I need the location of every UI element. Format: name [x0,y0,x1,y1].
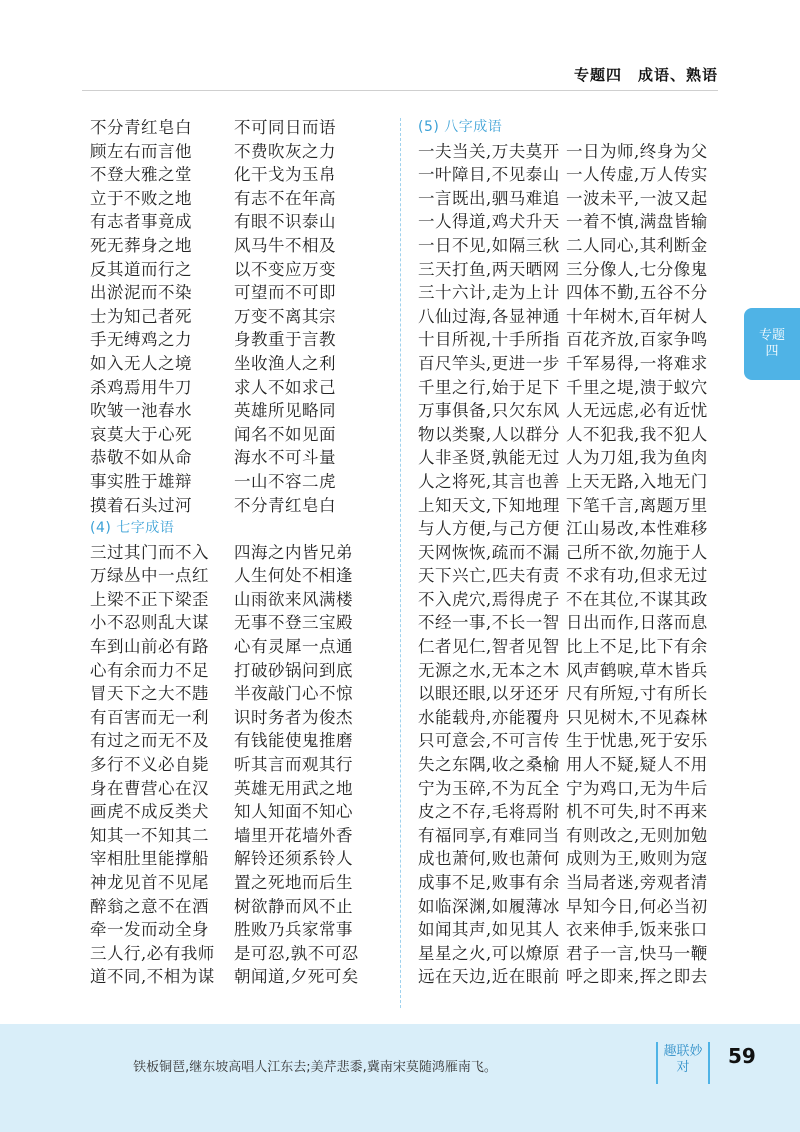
idiom-item: 皮之不存,毛将焉附 [418,802,560,822]
idiom-item: 英雄所见略同 [234,401,336,421]
idiom-item: 一日不见,如隔三秋 [418,235,560,255]
idiom-item: 不登大雅之堂 [90,165,192,185]
idiom-item: 识时务者为俊杰 [234,707,353,727]
idiom-item: 下笔千言,离题万里 [566,495,708,515]
idiom-item: 身教重于言教 [234,330,336,350]
idiom-item: 事实胜于雄辩 [90,471,192,491]
column-2 [234,116,364,989]
idiom-item: 二人同心,其利断金 [566,235,708,255]
idiom-item: 一日为师,终身为父 [566,141,708,161]
idiom-item: 有钱能使鬼推磨 [234,731,353,751]
idiom-item: 一夫当关,万夫莫开 [418,141,560,161]
idiom-item: 上梁不正下梁歪 [90,589,209,609]
idiom-item: 可望而不可即 [234,283,336,303]
idiom-item: 失之东隅,收之桑榆 [418,755,560,775]
idiom-item: 仁者见仁,智者见智 [418,637,560,657]
idiom-item: 万事俱备,只欠东风 [418,401,560,421]
idiom-item: 一着不慎,满盘皆输 [566,212,708,232]
idiom-item: 坐收渔人之利 [234,353,336,373]
idiom-item: 天下兴亡,匹夫有责 [418,566,560,586]
idiom-item: 知其一不知其二 [90,825,209,845]
idiom-item: 成事不足,败事有余 [418,873,560,892]
idiom-item: 上知天文,下知地理 [418,495,560,515]
idiom-item: 江山易改,本性难移 [566,519,708,539]
idiom-item: 上天无路,入地无门 [566,471,708,491]
idiom-item: 有志不在年高 [234,188,336,208]
row-spacer [566,116,716,140]
idiom-item: 风声鹤唳,草木皆兵 [566,660,708,680]
idiom-item: 宁为玉碎,不为瓦全 [418,778,560,798]
idiom-item: 如闻其声,如见其人 [418,920,560,940]
idiom-item: 星星之火,可以燎原 [418,943,560,963]
idiom-item: 万绿丛中一点红 [90,566,209,586]
page-header-title: 专题四 成语、熟语 [573,66,718,84]
idiom-item: 君子一言,快马一鞭 [566,943,708,963]
idiom-item: 闻名不如见面 [234,424,336,444]
idiom-item: 不费吹灰之力 [234,141,336,161]
idiom-item: 心有余而力不足 [90,660,209,680]
idiom-item: 死无葬身之地 [90,235,192,255]
idiom-item: 一人传虚,万人传实 [566,165,708,185]
idiom-item: 半夜敲门心不惊 [234,684,353,704]
idiom-item: 出淤泥而不染 [90,283,192,303]
idiom-item: 人不犯我,我不犯人 [566,424,708,444]
idiom-item: 道不同,不相为谋 [90,967,215,987]
idiom-item: 四体不勤,五谷不分 [566,283,708,303]
idiom-item: 人为刀俎,我为鱼肉 [566,448,708,468]
idiom-item: 如临深渊,如履薄冰 [418,896,560,916]
idiom-item: 一言既出,驷马难追 [418,188,560,208]
idiom-item: 只可意会,不可言传 [418,731,560,751]
idiom-item: 成也萧何,败也萧何 [418,849,560,869]
idiom-item: 千军易得,一将难求 [566,353,708,373]
idiom-item: 吹皱一池春水 [90,401,192,421]
idiom-item: 反其道而行之 [90,259,192,279]
idiom-item: 人生何处不相逢 [234,566,353,586]
header-rule [82,90,718,91]
idiom-item: 人无远虑,必有近忧 [566,401,708,421]
idiom-item: 山雨欲来风满楼 [234,589,353,609]
idiom-item: 宰相肚里能撑船 [90,849,209,869]
idiom-item: 有福同享,有难同当 [418,825,560,845]
idiom-item: 有志者事竟成 [90,212,192,232]
idiom-item: 物以类聚,人以群分 [418,424,560,444]
idiom-item: 三人行,必有我师 [90,943,215,963]
idiom-item: 不分青红皂白 [234,495,336,515]
idiom-item: 风马牛不相及 [234,235,336,255]
idiom-item: 三分像人,七分像鬼 [566,259,708,279]
idiom-item: 不入虎穴,焉得虎子 [418,589,560,609]
idiom-item: 有眼不识泰山 [234,212,336,232]
idiom-item: 求人不如求己 [234,377,336,397]
idiom-item: 打破砂锅问到底 [234,660,353,680]
idiom-item: 朝闻道,夕死可矣 [234,967,359,987]
idiom-item: 杀鸡焉用牛刀 [90,377,192,397]
idiom-item: 如入无人之境 [90,353,192,373]
idiom-item: 醉翁之意不在酒 [90,896,209,916]
idiom-item: 四海之内皆兄弟 [234,542,353,562]
idiom-item: 三过其门而不入 [90,542,209,562]
idiom-item: 冒天下之大不韪 [90,684,209,704]
idiom-item: 千里之堤,溃于蚁穴 [566,377,708,397]
idiom-item: 有过之而无不及 [90,731,209,751]
idiom-item: 墙里开花墙外香 [234,825,353,845]
idiom-item: 牵一发而动全身 [90,920,209,940]
idiom-item: 英雄无用武之地 [234,778,353,798]
idiom-item: 无事不登三宝殿 [234,613,353,633]
idiom-item: 画虎不成反类犬 [90,802,209,822]
idiom-item: 哀莫大于心死 [90,424,192,444]
idiom-item: 比上不足,比下有余 [566,637,708,657]
idiom-item: 十目所视,十手所指 [418,330,560,350]
idiom-item: 三十六计,走为上计 [418,283,560,303]
idiom-item: 人非圣贤,孰能无过 [418,448,560,468]
idiom-item: 十年树木,百年树人 [566,306,708,326]
idiom-item: 用人不疑,疑人不用 [566,755,708,775]
idiom-item: 一人得道,鸡犬升天 [418,212,560,232]
idiom-item: 士为知己者死 [90,306,192,326]
idiom-item: 衣来伸手,饭来张口 [566,920,708,940]
side-chapter-tab[interactable] [744,308,800,380]
idiom-item: 只见树木,不见森林 [566,707,708,727]
idiom-item: 宁为鸡口,无为牛后 [566,778,708,798]
idiom-item: 车到山前必有路 [90,637,209,657]
idiom-item: 海水不可斗量 [234,448,336,468]
idiom-item: 听其言而观其行 [234,755,353,775]
idiom-item: 多行不义必自毙 [90,755,209,775]
idiom-item: 以眼还眼,以牙还牙 [418,684,560,704]
column-divider [400,118,401,1008]
idiom-item: 有则改之,无则加勉 [566,825,708,845]
idiom-item: 呼之即来,挥之即去 [566,967,708,987]
section-title-seven-char: (4) 七字成语 [90,520,175,537]
idiom-item: 顾左右而言他 [90,141,192,161]
idiom-item: 有百害而无一利 [90,707,209,727]
column-4 [566,116,716,989]
idiom-item: 不经一事,不长一智 [418,613,560,633]
footer-couplet: 铁板铜琶,继东坡高唱人江东去;美芹悲黍,冀南宋莫随鸿雁南飞。 [133,1060,497,1075]
idiom-item: 是可忍,孰不可忍 [234,943,359,963]
idiom-item: 水能载舟,亦能覆舟 [418,707,560,727]
idiom-item: 手无缚鸡之力 [90,330,192,350]
idiom-item: 尺有所短,寸有所长 [566,684,708,704]
idiom-item: 胜败乃兵家常事 [234,920,353,940]
column-1 [90,116,220,989]
page-number: 59 [728,1044,756,1068]
idiom-item: 与人方便,与己方便 [418,519,560,539]
idiom-item: 恭敬不如从命 [90,448,192,468]
idiom-item: 生于忧患,死于安乐 [566,731,708,751]
idiom-item: 不求有功,但求无过 [566,566,708,586]
idiom-item: 当局者迷,旁观者清 [566,873,708,892]
idiom-item: 成则为王,败则为寇 [566,849,708,869]
footer-bar [0,1024,800,1132]
idiom-item: 人之将死,其言也善 [418,471,560,491]
idiom-item: 八仙过海,各显神通 [418,306,560,326]
idiom-item: 心有灵犀一点通 [234,637,353,657]
idiom-item: 万变不离其宗 [234,306,336,326]
idiom-item: 立于不败之地 [90,188,192,208]
idiom-item: 化干戈为玉帛 [234,165,336,185]
idiom-item: 解铃还须系铃人 [234,849,353,869]
column-3 [418,116,568,989]
idiom-item: 己所不欲,勿施于人 [566,542,708,562]
idiom-item: 远在天边,近在眼前 [418,967,560,987]
row-spacer [234,517,364,541]
idiom-item: 百尺竿头,更进一步 [418,353,560,373]
idiom-item: 三天打鱼,两天晒网 [418,259,560,279]
idiom-item: 千里之行,始于足下 [418,377,560,397]
idiom-item: 身在曹营心在汉 [90,778,209,798]
idiom-item: 不分青红皂白 [90,118,192,137]
idiom-item: 置之死地而后生 [234,873,353,892]
idiom-item: 不可同日而语 [234,118,336,137]
idiom-item: 小不忍则乱大谋 [90,613,209,633]
idiom-item: 一山不容二虎 [234,471,336,491]
idiom-item: 日出而作,日落而息 [566,613,708,633]
idiom-item: 天网恢恢,疏而不漏 [418,542,560,562]
idiom-item: 不在其位,不谋其政 [566,589,708,609]
idiom-item: 神龙见首不见尾 [90,873,209,892]
idiom-item: 机不可失,时不再来 [566,802,708,822]
idiom-item: 一波未平,一波又起 [566,188,708,208]
idiom-item: 摸着石头过河 [90,495,192,515]
idiom-item: 树欲静而风不止 [234,896,353,916]
idiom-item: 一叶障目,不见泰山 [418,165,560,185]
idiom-item: 知人知面不知心 [234,802,353,822]
idiom-item: 以不变应万变 [234,259,336,279]
footer-badge: 趣联妙对 [656,1042,710,1084]
idiom-item: 早知今日,何必当初 [566,896,708,916]
idiom-item: 百花齐放,百家争鸣 [566,330,708,350]
section-title-eight-char: (5) 八字成语 [418,119,503,135]
idiom-item: 无源之水,无本之木 [418,660,560,680]
side-tab-label: 专题四 [758,328,785,359]
